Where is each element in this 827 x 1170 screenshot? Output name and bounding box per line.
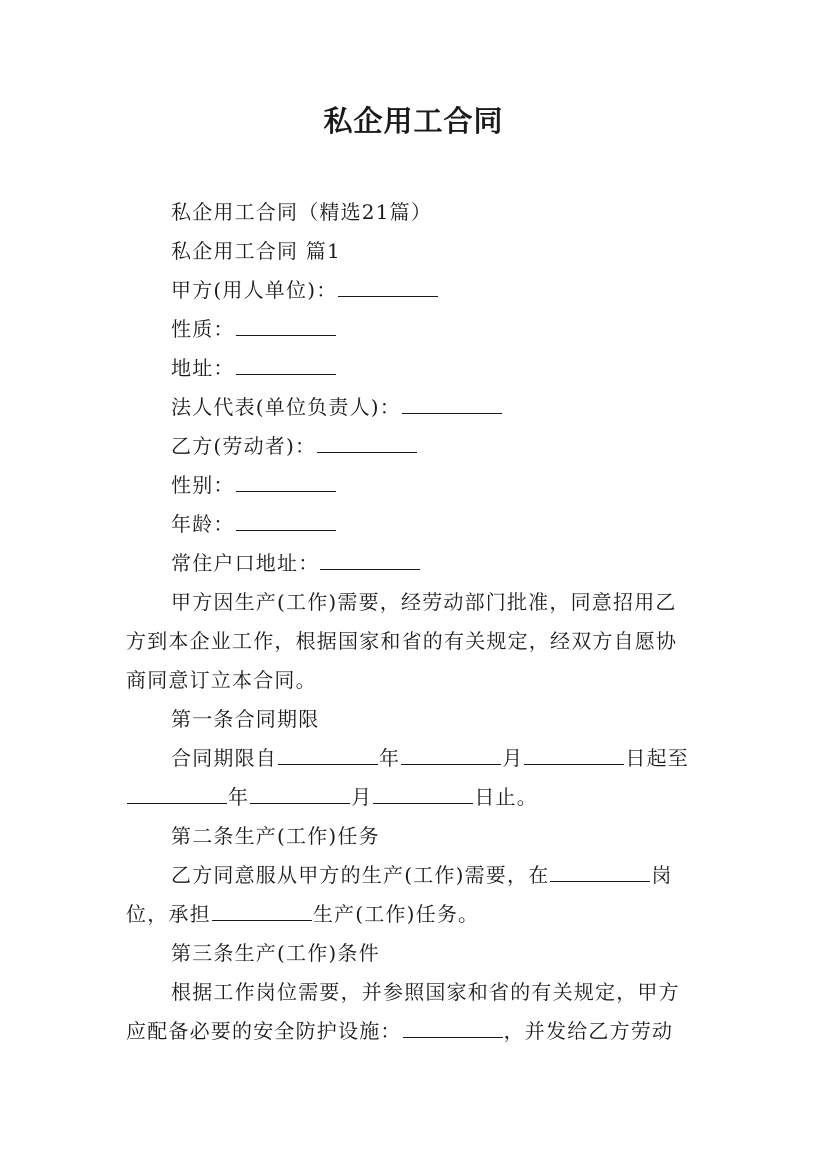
field-legal-rep	[171, 393, 503, 421]
blank-line	[236, 510, 336, 531]
text: 年	[228, 785, 250, 809]
blank-line	[338, 276, 438, 297]
blank-line	[127, 783, 227, 804]
article-3-line-2	[126, 1017, 673, 1045]
field-label: 地址：	[171, 356, 235, 380]
blank-line	[403, 1017, 503, 1038]
text: 日起至	[625, 746, 690, 770]
text: ，并发给乙方劳动	[503, 1019, 674, 1043]
chapter-heading: 私企用工合同 篇1	[171, 239, 341, 263]
intro-line-1: 甲方因生产(工作)需要，经劳动部门批准，同意招用乙	[171, 590, 677, 614]
article-3-line-1: 根据工作岗位需要，并参照国家和省的有关规定，甲方	[171, 980, 680, 1004]
blank-line	[524, 744, 624, 765]
field-label: 性质：	[171, 317, 235, 341]
article-3-heading: 第三条生产(工作)条件	[171, 941, 380, 965]
blank-line	[317, 432, 417, 453]
field-label: 甲方(用人单位)：	[171, 278, 338, 302]
field-address	[171, 354, 337, 382]
field-label: 常住户口地址：	[171, 551, 320, 575]
blank-line	[373, 783, 473, 804]
article-1-line-2	[126, 783, 538, 811]
text: 年	[379, 746, 401, 770]
intro-line-3: 商同意订立本合同。	[126, 668, 317, 692]
field-party-a	[171, 276, 439, 304]
text: 日止。	[474, 785, 539, 809]
blank-line	[402, 393, 502, 414]
intro-line-2: 方到本企业工作，根据国家和省的有关规定，经双方自愿协	[126, 629, 678, 653]
text: 岗	[651, 863, 673, 887]
article-1-line-1	[171, 744, 689, 772]
blank-line	[212, 900, 312, 921]
text: 乙方同意服从甲方的生产(工作)需要，在	[171, 863, 550, 887]
field-party-b	[171, 432, 418, 460]
article-2-heading: 第二条生产(工作)任务	[171, 824, 380, 848]
blank-line	[320, 549, 420, 570]
text: 合同期限自	[171, 746, 277, 770]
document-subtitle: 私企用工合同（精选21篇）	[171, 200, 433, 224]
field-label: 年龄：	[171, 512, 235, 536]
text: 月	[502, 746, 524, 770]
field-label: 法人代表(单位负责人)：	[171, 395, 402, 419]
text: 应配备必要的安全防护设施：	[126, 1019, 402, 1043]
blank-line	[236, 315, 336, 336]
article-1-heading: 第一条合同期限	[171, 707, 320, 731]
blank-line	[278, 744, 378, 765]
field-label: 性别：	[171, 473, 235, 497]
field-age	[171, 510, 337, 538]
text: 月	[351, 785, 373, 809]
blank-line	[236, 354, 336, 375]
text: 生产(工作)任务。	[312, 902, 480, 926]
field-residence	[171, 549, 421, 577]
blank-line	[401, 744, 501, 765]
article-2-line-2	[126, 900, 479, 928]
field-nature	[171, 315, 337, 343]
blank-line	[550, 861, 650, 882]
document-title: 私企用工合同	[323, 104, 504, 138]
field-label: 乙方(劳动者)：	[171, 434, 317, 458]
text: 位，承担	[126, 902, 211, 926]
field-gender	[171, 471, 337, 499]
article-2-line-1	[171, 861, 673, 889]
blank-line	[236, 471, 336, 492]
blank-line	[250, 783, 350, 804]
